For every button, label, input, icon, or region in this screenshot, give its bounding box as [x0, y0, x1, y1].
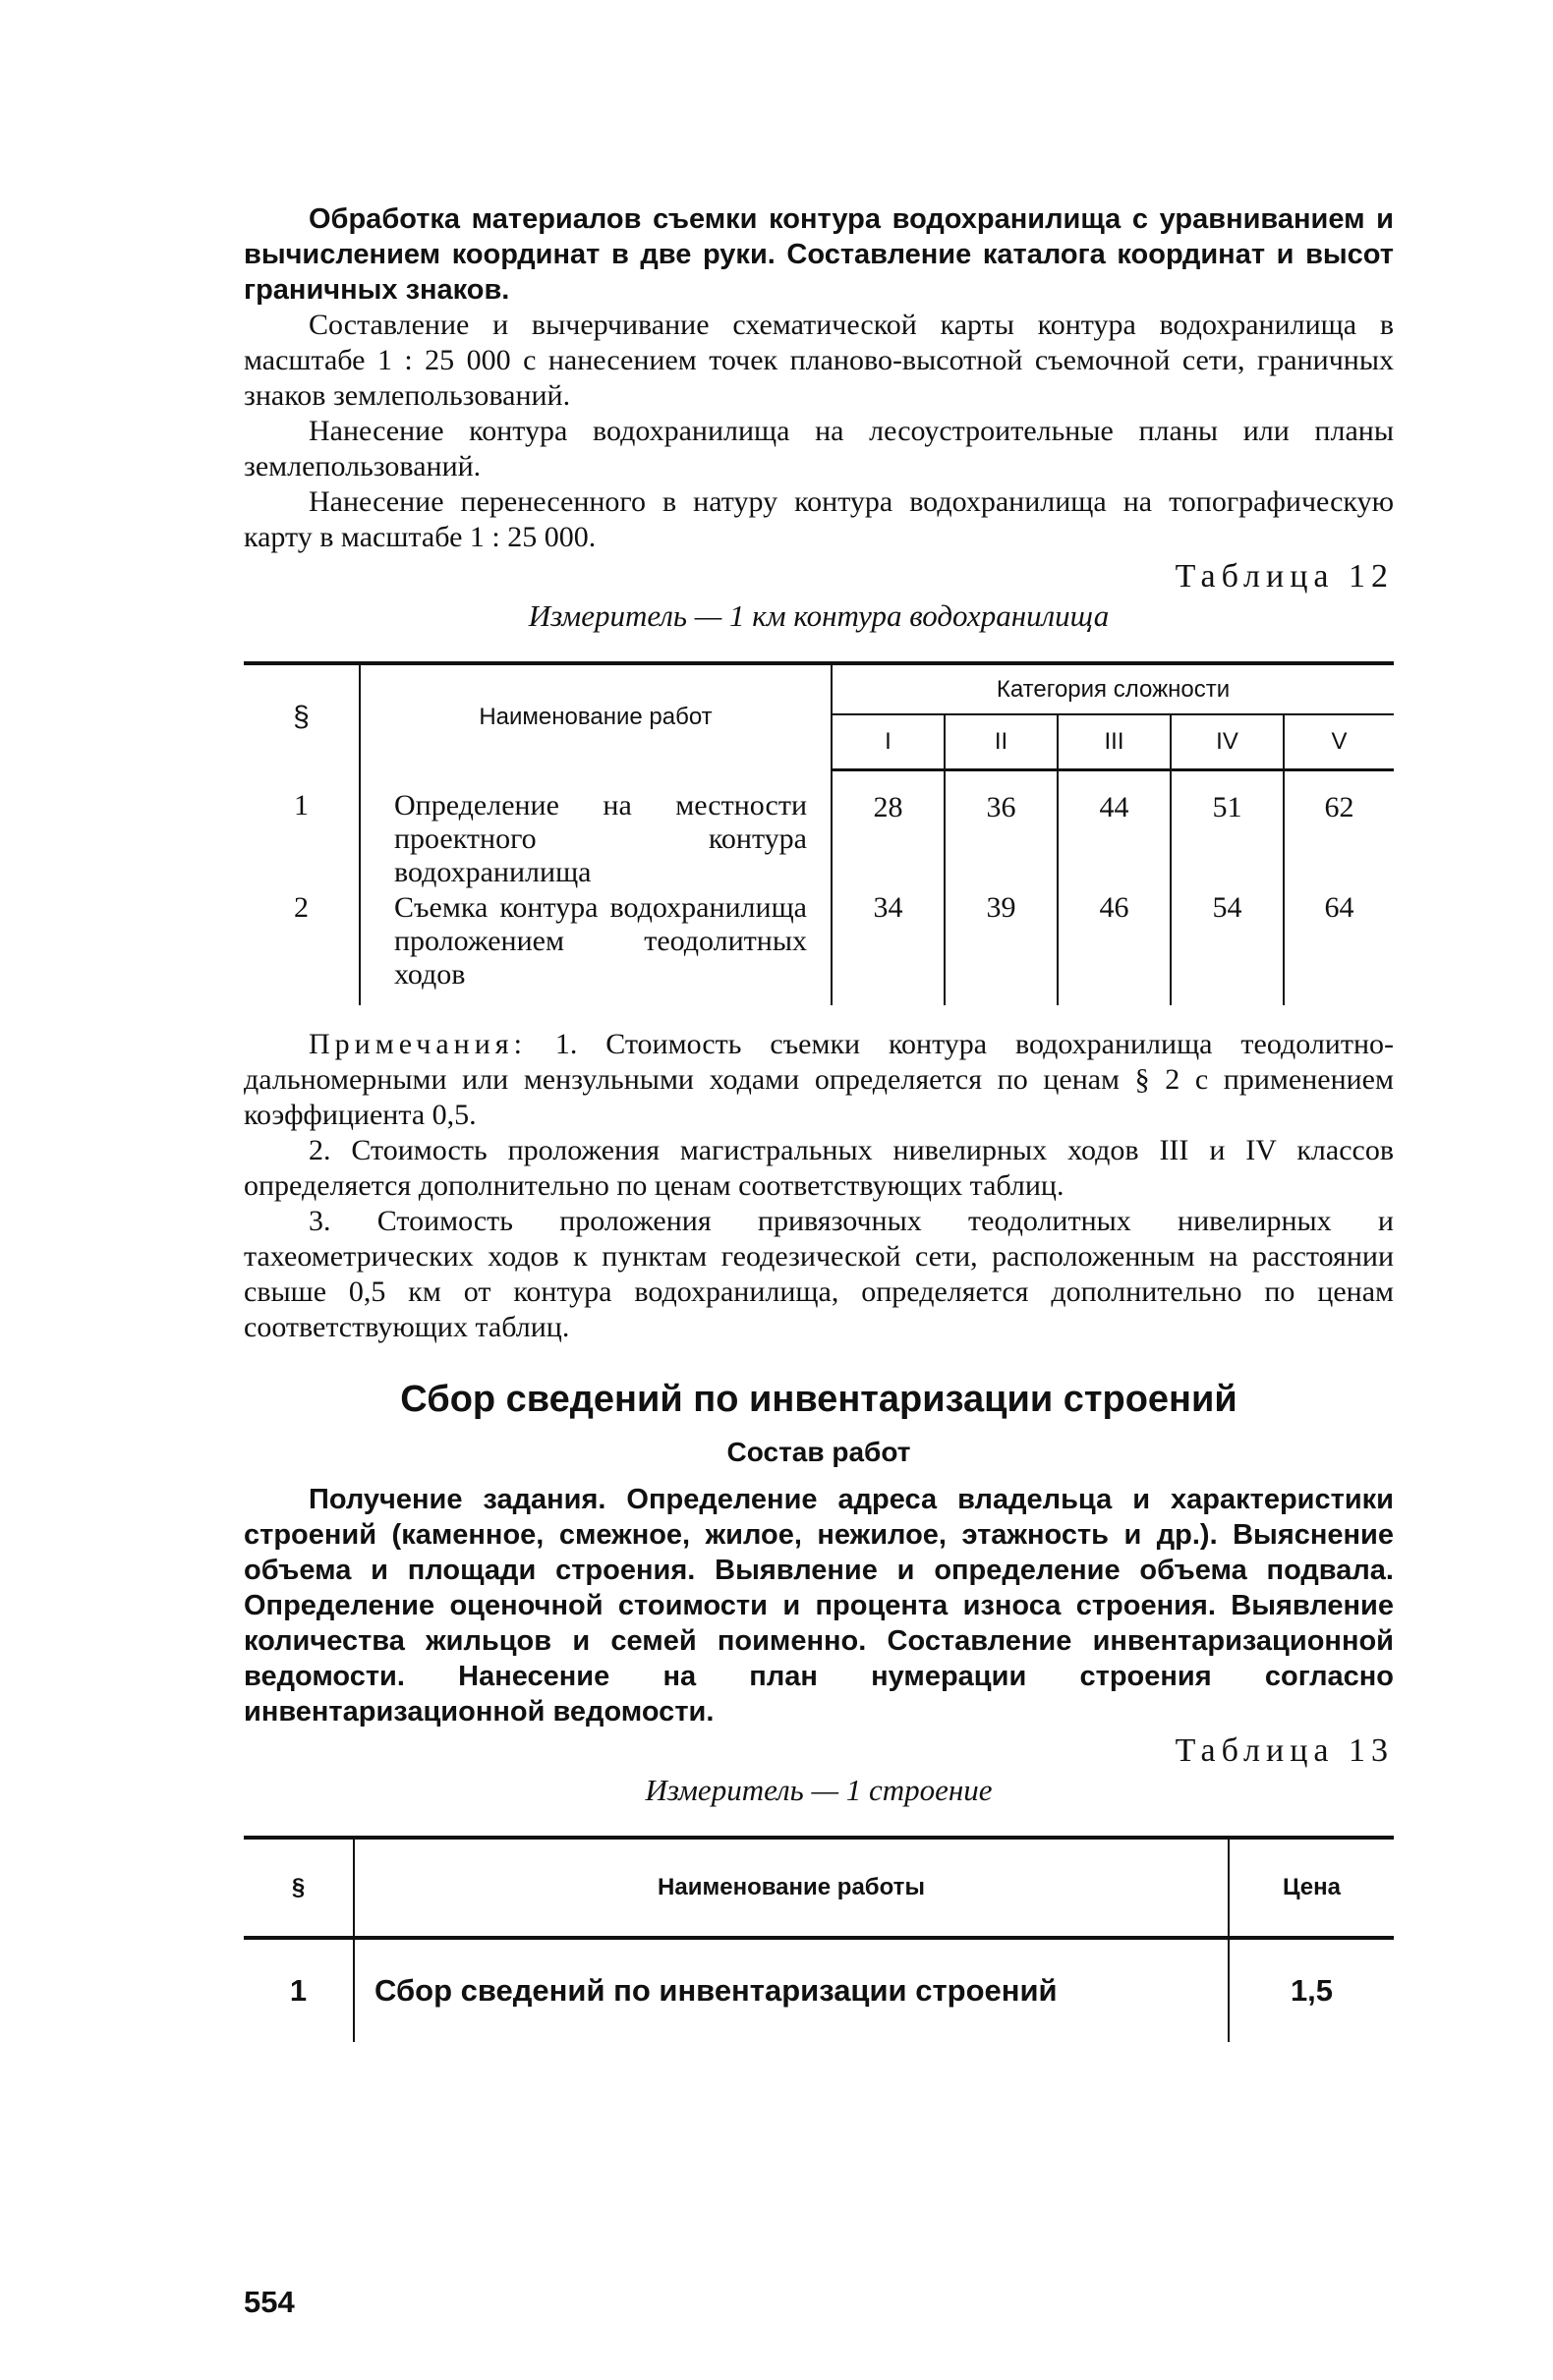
- section-body: Получение задания. Определение адреса владельца и характеристики строений (каменное, смежное, жилое, нежилое, этажность и др.). Выяснение объема и площади строения. Выявление и определение объема подвала. Определение оценочной стоимости и процента износа строения. Выявление количества жильцов и семей поименно. Составление инвентаризационной ведомости. Нанесение на план нумерации строения согласно инвентаризационной ведомости.: [244, 1484, 1394, 1728]
- table12-row2-cat1: 34: [832, 891, 945, 1005]
- paragraph-mapping: Составление и вычерчивание схематической карты контура водохранилища в масштабе 1 : 25 000 с нанесением точек планово-высотной съемочной сети, граничных знаков землепользований.: [244, 309, 1394, 412]
- table12-row1-cat5: 62: [1284, 769, 1394, 891]
- table12-header-section: §: [293, 701, 310, 733]
- table12-row1-cat2: 36: [945, 769, 1058, 891]
- table13-measure: Измеритель — 1 строение: [645, 1773, 993, 1807]
- table12-header-level-2: II: [945, 714, 1058, 769]
- table12-notes: [244, 1027, 1394, 1345]
- paragraph-processing: Обработка материалов съемки контура водохранилища с уравниванием и вычислением координат в две руки. Составление каталога координат и высот граничных знаков.: [244, 203, 1394, 306]
- table12-row2-section: 2: [294, 891, 309, 924]
- table-row: [244, 1938, 1394, 2042]
- paragraph-forest-plans: Нанесение контура водохранилища на лесоустроительные планы или планы землепользований.: [244, 415, 1394, 482]
- table12-row2-name: Съемка контура водохранилища проложением теодолитных ходов: [360, 891, 832, 1005]
- table12-row1-name: Определение на местности проектного контура водохранилища: [360, 769, 832, 891]
- notes-lead: Примечания:: [309, 1028, 527, 1060]
- table-12: [244, 661, 1394, 1005]
- table12-row2-cat3: 46: [1058, 891, 1171, 1005]
- table12-label: Таблица 12: [1175, 558, 1394, 595]
- table13-row1-price: 1,5: [1229, 1938, 1394, 2042]
- table12-header-level-1: I: [832, 714, 945, 769]
- table12-row1-section: 1: [294, 789, 309, 822]
- note-1-text: 1. Стоимость съемки контура водохранилища теодолитно-дальномерными или мензульными ходами определяется по ценам § 2 с применением коэффициента 0,5.: [244, 1028, 1395, 1131]
- table12-row1-cat4: 51: [1171, 769, 1284, 891]
- table13-row1-name: Сбор сведений по инвентаризации строений: [354, 1938, 1229, 2042]
- page-content: [244, 201, 1394, 2042]
- table13-row1-section: 1: [289, 1973, 308, 2008]
- table12-header-level-5: V: [1284, 714, 1394, 769]
- table12-header-level-3: III: [1058, 714, 1171, 769]
- table-row: [244, 891, 1394, 1005]
- table12-row2-cat4: 54: [1171, 891, 1284, 1005]
- table12-row2-cat5: 64: [1284, 891, 1394, 1005]
- table12-header-name: Наименование работ: [360, 663, 832, 769]
- page-number: 554: [244, 2285, 295, 2319]
- note-2: 2. Стоимость проложения магистральных нивелирных ходов III и IV классов определяется дополнительно по ценам соответствующих таблиц.: [244, 1134, 1394, 1202]
- note-1: [244, 1027, 1394, 1133]
- table12-header-level-4: IV: [1171, 714, 1284, 769]
- table13-header-name: Наименование работы: [354, 1838, 1229, 1938]
- paragraph-topo-map: Нанесение перенесенного в натуру контура водохранилища на топографическую карту в масштабе 1 : 25 000.: [244, 485, 1394, 553]
- table-row: [244, 769, 1394, 891]
- table12-measure: Измеритель — 1 км контура водохранилища: [528, 598, 1110, 633]
- table13-header-section: §: [244, 1838, 354, 1938]
- section-subtitle: Состав работ: [726, 1437, 911, 1467]
- table12-header-category: Категория сложности: [832, 663, 1394, 714]
- table12-row2-cat2: 39: [945, 891, 1058, 1005]
- table12-row1-cat3: 44: [1058, 769, 1171, 891]
- section-title: Сбор сведений по инвентаризации строений: [400, 1379, 1237, 1420]
- table-13: [244, 1836, 1394, 2042]
- table13-label: Таблица 13: [1175, 1732, 1394, 1769]
- table13-header-price: Цена: [1229, 1838, 1394, 1938]
- table12-row1-cat1: 28: [832, 769, 945, 891]
- note-3: 3. Стоимость проложения привязочных теодолитных нивелирных и тахеометрических ходов к пунктам геодезической сети, расположенным на расстоянии свыше 0,5 км от контура водохранилища, определяется дополнительно по ценам соответствующих таблиц.: [244, 1205, 1394, 1343]
